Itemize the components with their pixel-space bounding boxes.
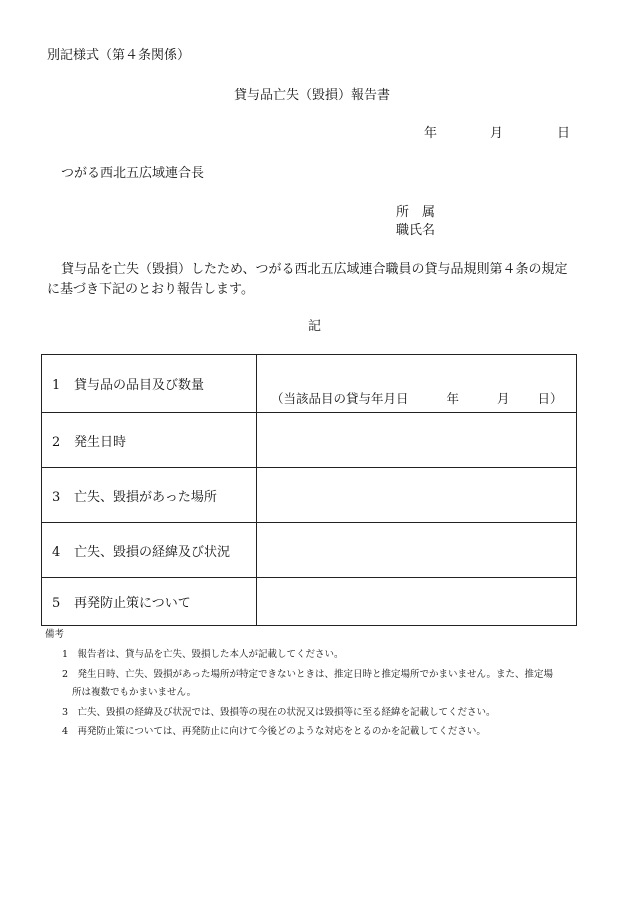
note-1: 1 報告者は、貸与品を亡失、毀損した本人が記載してください。 bbox=[62, 649, 344, 660]
row-label-prevention bbox=[42, 578, 257, 626]
row-label-text: 貸与品の品目及び数量 bbox=[74, 378, 205, 393]
row-label-text: 発生日時 bbox=[74, 434, 127, 450]
loan-date-day: 日） bbox=[537, 390, 563, 406]
table-row bbox=[42, 355, 577, 413]
items-quantity-field[interactable] bbox=[257, 355, 577, 413]
appendix-label: 別記様式（第４条関係） bbox=[47, 48, 191, 63]
reporter-name-label: 職氏名 bbox=[396, 223, 436, 238]
row-label-text: 亡失、毀損の経緯及び状況 bbox=[74, 544, 231, 560]
row-label-circumstances bbox=[42, 523, 257, 578]
row-number: 5 bbox=[52, 596, 61, 611]
notes-heading: 備考 bbox=[45, 629, 65, 640]
row-label-datetime bbox=[42, 413, 257, 468]
document-title: 貸与品亡失（毀損）報告書 bbox=[234, 88, 391, 103]
date-month: 月 bbox=[490, 126, 504, 141]
table-row bbox=[42, 468, 577, 523]
row-label-place bbox=[42, 468, 257, 523]
note-2: 2 発生日時、亡失、毀損があった場所が特定できないときは、推定日時と推定場所でかまいません。また、推定場 bbox=[62, 669, 554, 680]
date-year: 年 bbox=[424, 126, 438, 141]
row-number: 1 bbox=[52, 378, 61, 393]
note-4: 4 再発防止策については、再発防止に向けて今後どのような対応をとるのかを記載してください。 bbox=[62, 726, 486, 737]
prevention-field[interactable] bbox=[257, 578, 577, 626]
loan-date-year: 年 bbox=[446, 390, 460, 406]
date-day: 日 bbox=[557, 126, 571, 141]
loan-date-month: 月 bbox=[497, 390, 510, 406]
body-text-line-2: に基づき下記のとおり報告します。 bbox=[47, 282, 254, 297]
reporter-affiliation-label: 所 属 bbox=[396, 205, 436, 220]
table-row bbox=[42, 523, 577, 578]
addressee: つがる西北五広域連合長 bbox=[61, 166, 205, 181]
table-row bbox=[42, 413, 577, 468]
table-row bbox=[42, 578, 577, 626]
report-table bbox=[41, 354, 577, 626]
row-number: 4 bbox=[52, 544, 61, 560]
note-3: 3 亡失、毀損の経緯及び状況では、毀損等の現在の状況又は毀損等に至る経緯を記載してください。 bbox=[62, 707, 496, 718]
ki-heading: 記 bbox=[308, 319, 322, 334]
note-2-continued: 所は複数でもかまいません。 bbox=[72, 687, 197, 698]
loan-date-line bbox=[257, 361, 576, 407]
circumstances-field[interactable] bbox=[257, 523, 577, 578]
loan-date-prefix: （当該品目の貸与年月日 bbox=[271, 390, 409, 406]
row-number: 2 bbox=[52, 434, 61, 450]
body-text-line-1: 貸与品を亡失（毀損）したため、つがる西北五広域連合職員の貸与品規則第４条の規定 bbox=[61, 262, 568, 277]
row-number: 3 bbox=[52, 489, 61, 505]
row-label-items bbox=[42, 355, 257, 413]
datetime-field[interactable] bbox=[257, 413, 577, 468]
row-label-text: 亡失、毀損があった場所 bbox=[74, 489, 217, 505]
place-field[interactable] bbox=[257, 468, 577, 523]
row-label-text: 再発防止策について bbox=[74, 596, 191, 611]
